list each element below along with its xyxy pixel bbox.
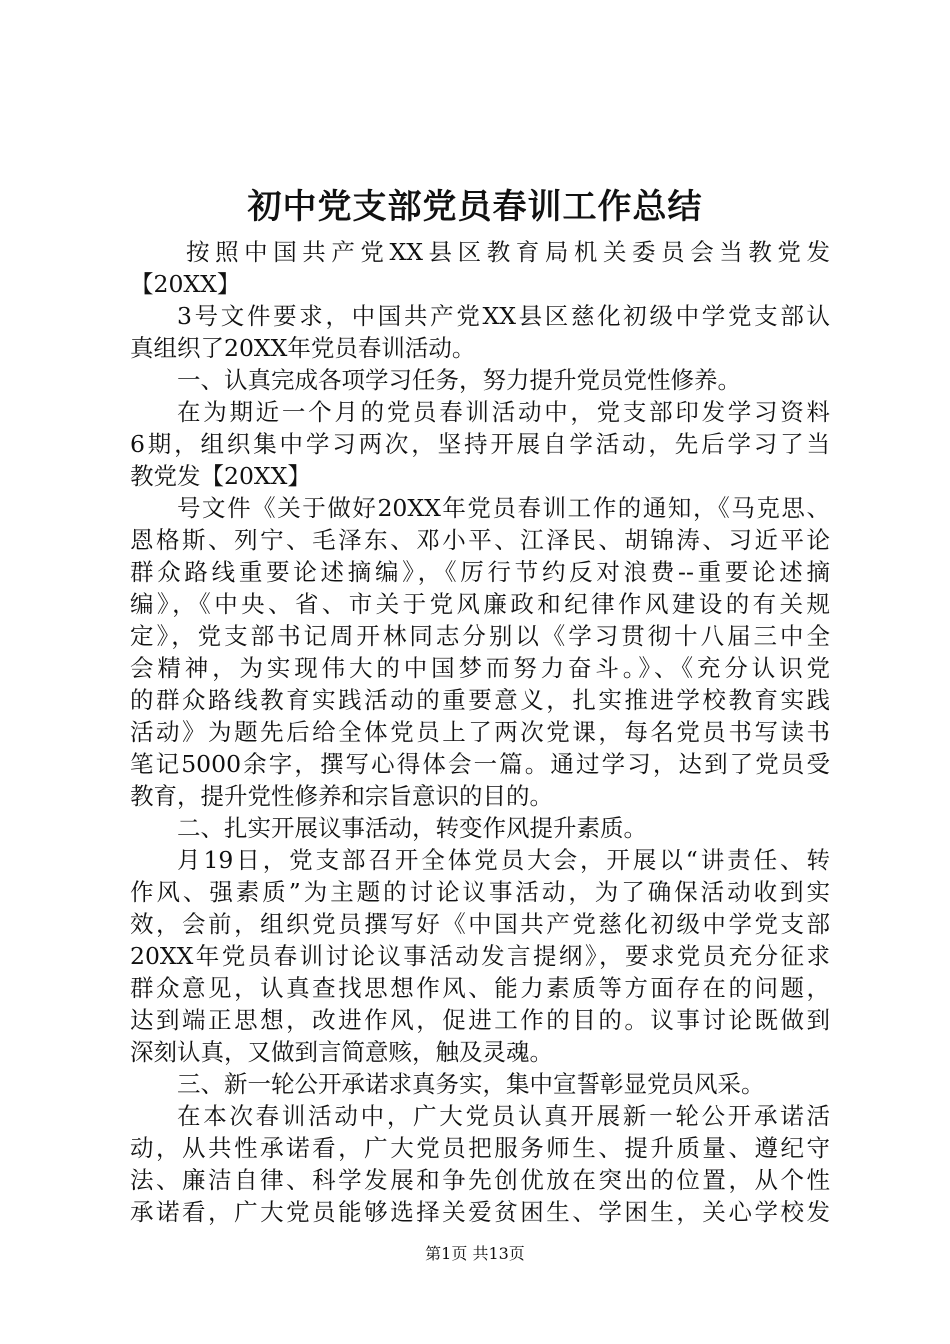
body-line: 【20XX】 (130, 270, 241, 298)
body-line: 群众路线重要论述摘编》，《厉行节约反对浪费--重要论述摘 (130, 558, 830, 586)
body-line: 作风、强素质”为主题的讨论议事活动，为了确保活动收到实 (130, 878, 830, 906)
body-line: 20XX年党员春训讨论议事活动发言提纲》，要求党员充分征求 (130, 942, 830, 970)
body-line: 笔记5000余字，撰写心得体会一篇。通过学习，达到了党员受 (130, 750, 830, 778)
body-line: 定》，党支部书记周开林同志分别以《学习贯彻十八届三中全 (130, 622, 830, 650)
body-line: 动，从共性承诺看，广大党员把服务师生、提升质量、遵纪守 (130, 1134, 830, 1162)
body-line: 6期，组织集中学习两次，坚持开展自学活动，先后学习了当 (130, 430, 830, 458)
body-line: 效，会前，组织党员撰写好《中国共产党慈化初级中学党支部 (130, 910, 830, 938)
body-line: 教党发【20XX】 (130, 462, 311, 490)
body-line: 号文件《关于做好20XX年党员春训工作的通知，《马克思、 (177, 494, 830, 522)
body-line: 会精神，为实现伟大的中国梦而努力奋斗。》、《充分认识党 (130, 654, 830, 682)
body-line: 编》，《中央、省、市关于党风廉政和纪律作风建设的有关规 (130, 590, 830, 618)
body-line: 3号文件要求，中国共产党XX县区慈化初级中学党支部认 (177, 302, 830, 330)
body-line: 按照中国共产党XX县区教育局机关委员会当教党发 (186, 238, 830, 266)
body-line: 二、扎实开展议事活动，转变作风提升素质。 (177, 814, 647, 842)
body-line: 达到端正思想，改进作风，促进工作的目的。议事讨论既做到 (130, 1006, 830, 1034)
body-line: 承诺看，广大党员能够选择关爱贫困生、学困生，关心学校发 (130, 1198, 830, 1226)
body-line: 恩格斯、列宁、毛泽东、邓小平、江泽民、胡锦涛、习近平论 (130, 526, 830, 554)
document-title: 初中党支部党员春训工作总结 (247, 187, 703, 227)
body-line: 在本次春训活动中，广大党员认真开展新一轮公开承诺活 (177, 1102, 830, 1130)
body-line: 活动》为题先后给全体党员上了两次党课，每名党员书写读书 (130, 718, 830, 746)
body-line: 在为期近一个月的党员春训活动中，党支部印发学习资料 (177, 398, 830, 426)
body-line: 教育，提升党性修养和宗旨意识的目的。 (130, 782, 553, 810)
document-body (130, 236, 830, 1228)
body-line: 一、认真完成各项学习任务，努力提升党员党性修养。 (177, 366, 741, 394)
body-line: 的群众路线教育实践活动的重要意义，扎实推进学校教育实践 (130, 686, 830, 714)
body-line: 真组织了20XX年党员春训活动。 (130, 334, 476, 362)
body-line: 法、廉洁自律、科学发展和争先创优放在突出的位置，从个性 (130, 1166, 830, 1194)
body-line: 群众意见，认真查找思想作风、能力素质等方面存在的问题， (130, 974, 830, 1002)
page-footer: 第1页 共13页 (425, 1244, 525, 1263)
body-line: 月19日，党支部召开全体党员大会，开展以“讲责任、转 (177, 846, 830, 874)
body-line: 三、新一轮公开承诺求真务实，集中宣誓彰显党员风采。 (177, 1070, 765, 1098)
body-line: 深刻认真，又做到言简意赅，触及灵魂。 (130, 1038, 553, 1066)
